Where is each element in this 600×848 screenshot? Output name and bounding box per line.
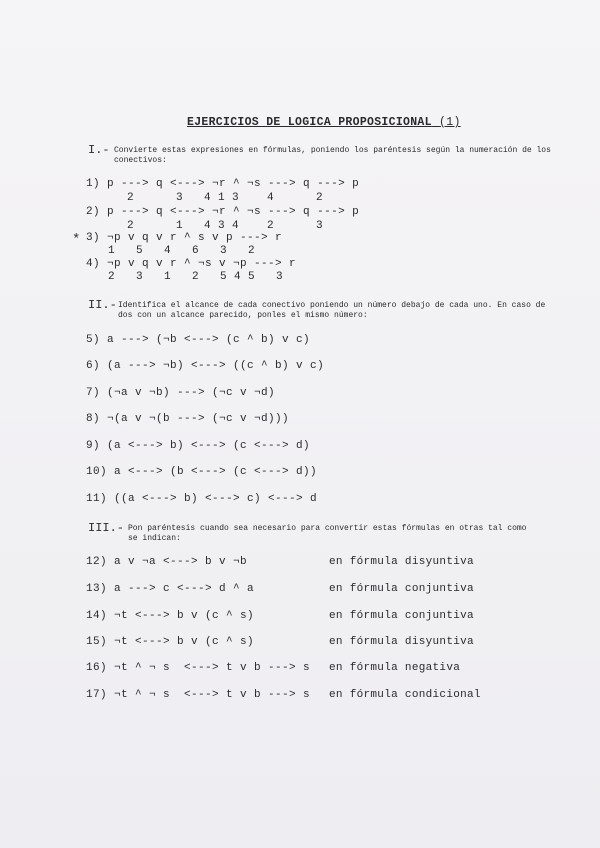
section3-roman: III.-: [88, 521, 125, 535]
exercise-16: [86, 662, 310, 674]
exercise-13: [86, 583, 254, 595]
exercise-15: [86, 636, 254, 648]
exercise-label: 15): [86, 636, 108, 648]
exercise-1: [86, 178, 359, 190]
exercise-expression: a ---> c <---> d ^ a: [114, 583, 255, 595]
exercise-14: [86, 610, 254, 622]
exercise-expression: ¬(a v ¬(b ---> (¬c v ¬d))): [107, 413, 290, 425]
exercise-label: 10): [86, 466, 108, 478]
exercise-2: [86, 206, 359, 218]
exercise-label: 3): [86, 232, 101, 244]
exercise-label: 8): [86, 413, 101, 425]
exercise-6: [86, 360, 324, 372]
exercise-label: 9): [86, 440, 101, 452]
exercise-expression: ¬t <---> b v (c ^ s): [114, 610, 255, 622]
exercise-expression: p ---> q <---> ¬r ^ ¬s ---> q ---> p: [107, 206, 360, 218]
exercise-label: 1): [86, 178, 101, 190]
section1-heading: [88, 143, 110, 157]
exercise-17-target: en fórmula condicional: [329, 689, 481, 701]
exercise-17: [86, 689, 310, 701]
exercise-1-numbers: 2 3 4 1 3 4 2: [127, 192, 324, 204]
exercise-4-numbers: 2 3 1 2 5 4 5 3: [108, 271, 284, 283]
exercise-label: 6): [86, 360, 101, 372]
exercise-expression: ¬t ^ ¬ s <---> t v b ---> s: [114, 662, 311, 674]
exercise-label: 13): [86, 583, 108, 595]
exercise-16-target: en fórmula negativa: [329, 662, 461, 674]
exercise-3-numbers: 1 5 4 6 3 2: [108, 245, 256, 257]
section3-description: Pon paréntesis cuando sea necesario para convertir estas fórmulas en otras tal como se indican:: [128, 524, 527, 543]
exercise-4: [86, 258, 296, 270]
exercise-11: [86, 493, 317, 505]
section2-heading: [88, 298, 117, 312]
exercise-expression: p ---> q <---> ¬r ^ ¬s ---> q ---> p: [107, 178, 360, 190]
handwritten-asterisk-mark: *: [72, 232, 81, 248]
title-number: (1): [439, 116, 461, 129]
exercise-expression: ¬p v q v r ^ s v p ---> r: [107, 232, 283, 244]
exercise-9: [86, 440, 310, 452]
section1-description: Convierte estas expresiones en fórmulas, poniendo los paréntesis según la numeración de los conectivos:: [114, 146, 551, 165]
exercise-expression: (a <---> b) <---> (c <---> d): [107, 440, 311, 452]
exercise-12: [86, 556, 247, 568]
exercise-5: [86, 334, 310, 346]
exercise-3: [86, 232, 282, 244]
exercise-12-target: en fórmula disyuntiva: [329, 556, 474, 568]
exercise-8: [86, 413, 289, 425]
title-text: EJERCICIOS DE LOGICA PROPOSICIONAL: [187, 116, 432, 129]
exercise-label: 7): [86, 387, 101, 399]
exercise-expression: ¬p v q v r ^ ¬s v ¬p ---> r: [107, 258, 297, 270]
exercise-15-target: en fórmula disyuntiva: [329, 636, 474, 648]
exercise-14-target: en fórmula conjuntiva: [329, 610, 474, 622]
exercise-label: 17): [86, 689, 108, 701]
exercise-label: 14): [86, 610, 108, 622]
exercise-label: 5): [86, 334, 101, 346]
section3-heading: [88, 521, 124, 535]
exercise-label: 2): [86, 206, 101, 218]
exercise-expression: a <---> (b <---> (c <---> d)): [114, 466, 318, 478]
exercise-label: 12): [86, 556, 108, 568]
section2-description: Identifica el alcance de cada conectivo poniendo un número debajo de cada uno. En caso de dos con un alcance parecido, ponles el mismo número:: [118, 301, 546, 320]
exercise-expression: ¬t <---> b v (c ^ s): [114, 636, 255, 648]
exercise-label: 11): [86, 493, 108, 505]
page-title: [187, 116, 461, 129]
exercise-2-numbers: 2 1 4 3 4 2 3: [127, 220, 324, 232]
exercise-13-target: en fórmula conjuntiva: [329, 583, 474, 595]
section1-roman: I.-: [88, 143, 110, 157]
exercise-label: 4): [86, 258, 101, 270]
exercise-10: [86, 466, 317, 478]
exercise-7: [86, 387, 275, 399]
section2-roman: II.-: [88, 298, 117, 312]
exercise-expression: (¬a v ¬b) ---> (¬c v ¬d): [107, 387, 276, 399]
exercise-expression: (a ---> ¬b) <---> ((c ^ b) v c): [107, 360, 325, 372]
exercise-label: 16): [86, 662, 108, 674]
exercise-expression: a ---> (¬b <---> (c ^ b) v c): [107, 334, 311, 346]
exercise-expression: a v ¬a <---> b v ¬b: [114, 556, 248, 568]
exercise-expression: ((a <---> b) <---> c) <---> d: [114, 493, 318, 505]
exercise-expression: ¬t ^ ¬ s <---> t v b ---> s: [114, 689, 311, 701]
